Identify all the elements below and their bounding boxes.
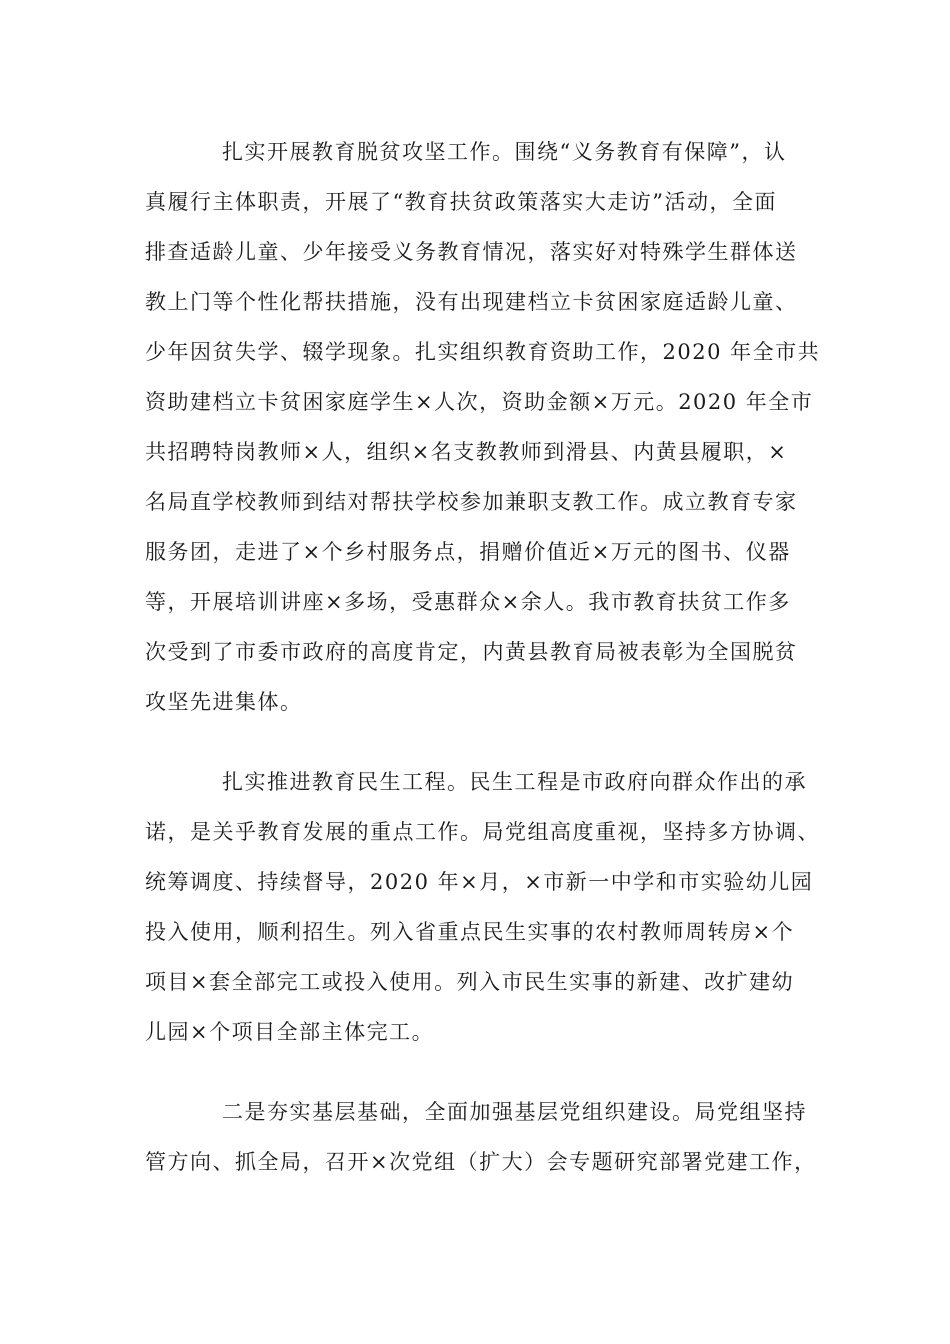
text-line: 诺，是关乎教育发展的重点工作。局党组高度重视，坚持多方协调、 (145, 820, 820, 844)
text-line: 儿园×个项目全部主体完工。 (145, 1020, 435, 1044)
text-line: 服务团，走进了×个乡村服务点，捐赠价值近×万元的图书、仪器 (145, 540, 791, 564)
text-line: 扎实推进教育民生工程。民生工程是市政府向群众作出的承 (222, 770, 807, 794)
text-line: 资助建档立卡贫困家庭学生×人次，资助金额×万元。2020 年全市 (145, 390, 814, 414)
text-line: 共招聘特岗教师×人，组织×名支教教师到滑县、内黄县履职，× (145, 440, 788, 464)
text-line: 教上门等个性化帮扶措施，没有出现建档立卡贫困家庭适龄儿童、 (145, 290, 798, 314)
text-line: 排查适龄儿童、少年接受义务教育情况，落实好对特殊学生群体送 (145, 240, 798, 264)
text-line: 名局直学校教师到结对帮扶学校参加兼职支教工作。成立教育专家 (145, 490, 798, 514)
text-line: 攻坚先进集体。 (145, 690, 303, 714)
text-line: 次受到了市委市政府的高度肯定，内黄县教育局被表彰为全国脱贫 (145, 640, 798, 664)
text-line: 管方向、抓全局，召开×次党组（扩大）会专题研究部署党建工作， (145, 1150, 817, 1174)
text-line: 扎实开展教育脱贫攻坚工作。围绕“义务教育有保障”，认 (222, 140, 787, 164)
text-line: 少年因贫失学、辍学现象。扎实组织教育资助工作，2020 年全市共 (145, 340, 821, 364)
text-line: 真履行主体职责，开展了“教育扶贫政策落实大走访”活动，全面 (145, 190, 777, 214)
text-line: 投入使用，顺利招生。列入省重点民生实事的农村教师周转房×个 (145, 920, 795, 944)
text-line: 二是夯实基层基础，全面加强基层党组织建设。局党组坚持 (222, 1100, 807, 1124)
text-line: 项目×套全部完工或投入使用。列入市民生实事的新建、改扩建幼 (145, 970, 795, 994)
text-line: 统筹调度、持续督导，2020 年×月，×市新一中学和市实验幼儿园 (145, 870, 814, 894)
text-line: 等，开展培训讲座×多场，受惠群众×余人。我市教育扶贫工作多 (145, 590, 791, 614)
